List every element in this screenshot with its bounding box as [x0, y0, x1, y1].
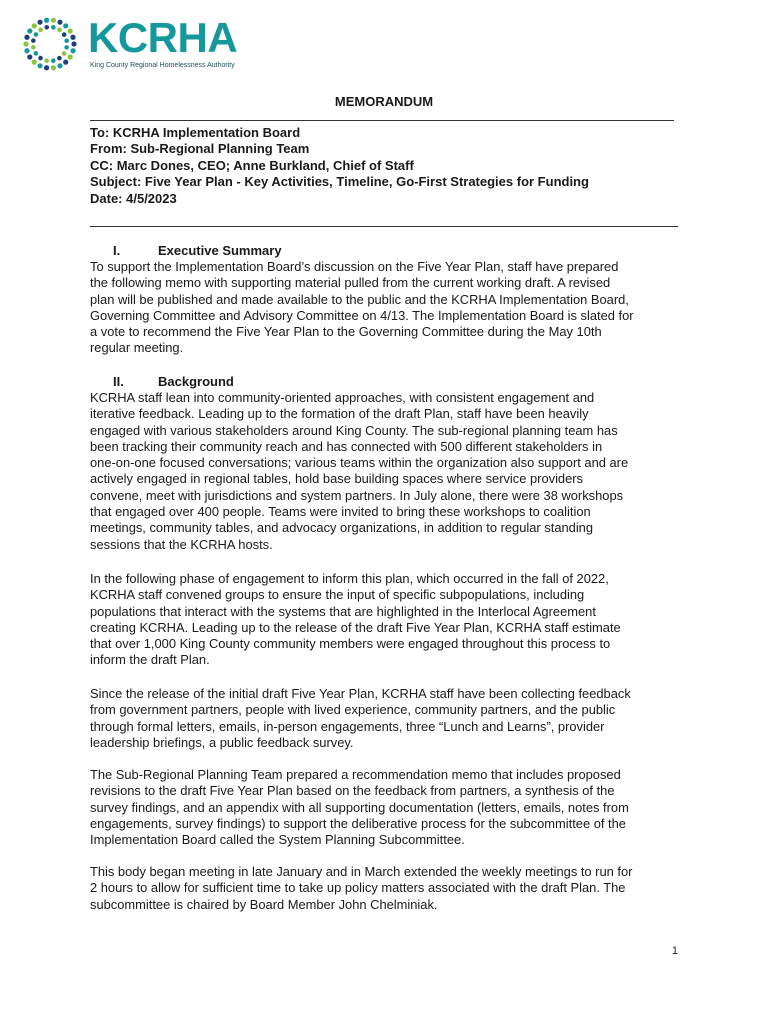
section-title: Background	[158, 374, 234, 389]
divider-header	[90, 226, 678, 227]
logo-dot	[51, 25, 56, 30]
section-number: I.	[113, 243, 121, 258]
text-line: that engaged over 400 people. Teams were invited to bring these workshops to coalition	[90, 504, 591, 520]
logo-dot	[64, 45, 69, 50]
logo-dot	[27, 28, 32, 33]
logo-dot	[70, 35, 75, 40]
logo-dot	[62, 32, 67, 37]
kcrha-logo	[22, 16, 252, 76]
logo-dot	[44, 65, 49, 70]
text-line: actively engaged in regional tables, hold base building spaces where service providers	[90, 471, 584, 487]
memo-from: From: Sub-Regional Planning Team	[90, 141, 310, 157]
logo-dot	[37, 20, 42, 25]
logo-dot	[70, 48, 75, 53]
text-line: leadership briefings, a public feedback survey.	[90, 734, 354, 750]
logo-dot	[44, 18, 49, 23]
logo-dot	[37, 63, 42, 68]
text-line: engaged with various stakeholders around King County. The sub-regional planning team has	[90, 422, 618, 438]
text-line: convene, meet with jurisdictions and system partners. In July alone, there were 38 workshops	[90, 487, 624, 503]
paragraph-background-3	[90, 686, 690, 751]
logo-dot	[64, 38, 69, 43]
logo-dot	[68, 54, 73, 59]
text-line: creating KCRHA. Leading up to the release of the draft Five Year Plan, KCRHA staff estimate	[90, 619, 621, 635]
logo-dot	[57, 20, 62, 25]
logo-dot	[57, 28, 62, 33]
text-line: regular meeting.	[90, 340, 184, 356]
text-line: In the following phase of engagement to inform this plan, which occurred in the fall of 2022,	[90, 571, 609, 586]
logo-dot	[63, 23, 68, 28]
text-line: KCRHA staff lean into community-oriented approaches, with consistent engagement and	[90, 390, 595, 405]
logo-dot	[51, 58, 56, 63]
logo-dot	[62, 51, 67, 56]
page-number: 1	[671, 945, 678, 957]
text-line: The Sub-Regional Planning Team prepared a recommendation memo that includes proposed	[90, 767, 621, 782]
divider-top	[90, 120, 674, 121]
text-line: been tracking their community reach and has connected with 500 different stakeholders in	[90, 438, 603, 454]
text-line: that over 1,000 King County community members were engaged throughout this process to	[90, 636, 611, 652]
logo-dot	[57, 63, 62, 68]
paragraph-background-1	[90, 390, 690, 553]
text-line: the following memo with supporting material pulled from the current working draft. A revised	[90, 275, 611, 291]
text-line: This body began meeting in late January and in March extended the weekly meetings to run for	[90, 864, 633, 879]
logo-dot	[38, 56, 43, 61]
text-line: engagements, survey findings) to support the deliberative process for the subcommittee of the	[90, 815, 626, 831]
text-line: subcommittee is chaired by Board Member John Chelminiak.	[90, 896, 438, 912]
text-line: through formal letters, emails, in-person engagements, three “Lunch and Learns”, provider	[90, 718, 605, 734]
logo-dot	[57, 56, 62, 61]
memo-date: Date: 4/5/2023	[90, 190, 177, 206]
kcrha-logo-mark-icon	[22, 16, 78, 72]
section-number: II.	[113, 374, 124, 389]
logo-dot	[31, 45, 36, 50]
text-line: iterative feedback. Leading up to the formation of the draft Plan, staff have been heavily	[90, 406, 589, 422]
paragraph-background-2	[90, 571, 690, 669]
text-line: revisions to the draft Five Year Plan based on the feedback from partners, a synthesis of the	[90, 783, 615, 799]
memo-header	[90, 125, 589, 207]
logo-dot	[51, 65, 56, 70]
text-line: Governing Committee and Advisory Committee on 4/13. The Implementation Board is slated for	[90, 307, 634, 323]
text-line: a vote to recommend the Five Year Plan to the Governing Committee during the May 10th	[90, 324, 602, 340]
paragraph-executive-summary	[90, 259, 690, 357]
logo-dot	[32, 23, 37, 28]
logo-dot	[34, 32, 39, 37]
text-line: 2 hours to allow for sufficient time to take up policy matters associated with the draft Plan. The	[90, 880, 626, 896]
memo-cc: CC: Marc Dones, CEO; Anne Burkland, Chief of Staff	[90, 157, 414, 173]
paragraph-background-4	[90, 767, 690, 848]
text-line: plan will be published and made available to the public and the KCRHA Implementation Board,	[90, 291, 629, 307]
logo-dot	[24, 35, 29, 40]
paragraph-background-5	[90, 864, 690, 913]
logo-wordmark: KCRHA	[88, 14, 238, 61]
logo-dot	[24, 48, 29, 53]
text-line: Implementation Board called the System Planning Subcommittee.	[90, 832, 465, 848]
logo-dot	[27, 54, 32, 59]
text-line: one-on-one focused conversations; various teams within the organization also support and are	[90, 455, 629, 471]
section-title: Executive Summary	[158, 243, 282, 258]
logo-dot	[51, 18, 56, 23]
logo-dot	[34, 51, 39, 56]
text-line: Since the release of the initial draft Five Year Plan, KCRHA staff have been collecting feedback	[90, 686, 631, 701]
memo-to: To: KCRHA Implementation Board	[90, 125, 301, 140]
logo-dot	[44, 25, 49, 30]
text-line: survey findings, and an appendix with all supporting documentation (letters, emails, notes from	[90, 799, 629, 815]
logo-dot	[44, 58, 49, 63]
logo-dot	[31, 38, 36, 43]
logo-dot	[63, 60, 68, 65]
text-line: populations that interact with the systems that are highlighted in the Interlocal Agreement	[90, 603, 596, 619]
text-line: from government partners, people with lived experience, community partners, and the public	[90, 702, 616, 718]
text-line: sessions that the KCRHA hosts.	[90, 536, 273, 552]
logo-subtitle: King County Regional Homelessness Authority	[90, 62, 235, 69]
logo-dot	[68, 28, 73, 33]
text-line: To support the Implementation Board’s discussion on the Five Year Plan, staff have prepared	[90, 259, 619, 274]
text-line: inform the draft Plan.	[90, 652, 210, 668]
text-line: meetings, community tables, and advocacy organizations, in addition to regular standing	[90, 520, 594, 536]
logo-dot	[23, 41, 28, 46]
logo-dot	[71, 41, 76, 46]
logo-dot	[38, 28, 43, 33]
logo-dot	[32, 60, 37, 65]
text-line: KCRHA staff convened groups to ensure the input of specific subpopulations, including	[90, 587, 585, 603]
memo-title: MEMORANDUM	[334, 94, 434, 109]
memo-subject: Subject: Five Year Plan - Key Activities, Timeline, Go-First Strategies for Funding	[90, 174, 589, 190]
